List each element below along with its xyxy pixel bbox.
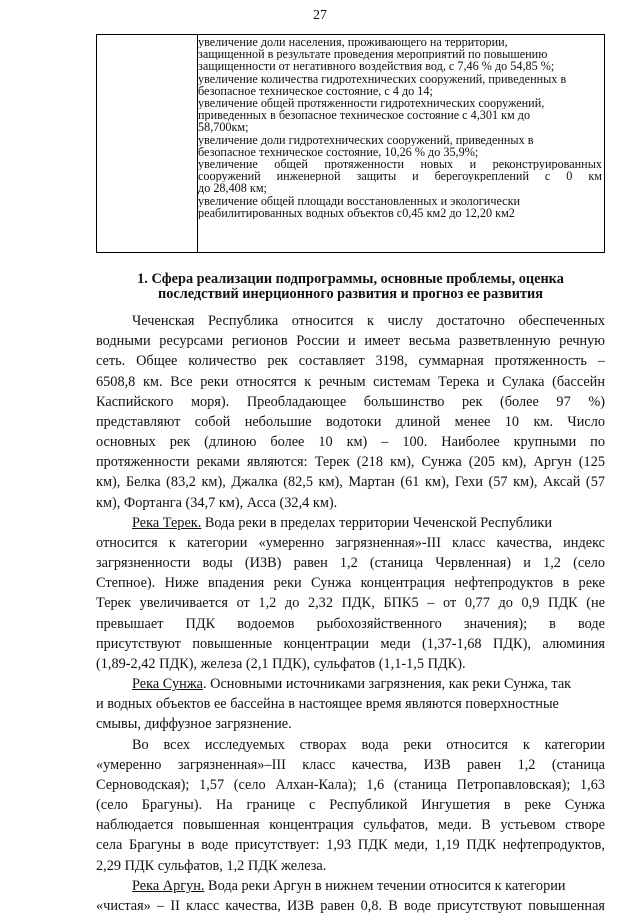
indicators-table (96, 34, 605, 253)
text-line: водными ресурсами регионов России и имеет весьма разветвленную речную (96, 333, 605, 350)
river-terek-title: Река Терек. (132, 514, 202, 531)
text-line: наблюдается повышенная концентрация сульфатов, меди. В устьевом створе (96, 817, 605, 834)
table-left-cell (97, 35, 198, 252)
table-line: увеличение общей протяженности новых и реконструированных (198, 158, 602, 171)
text-line: протяженности реками являются: Терек (218 км), Сунжа (205 км), Аргун (125 (96, 454, 605, 471)
table-line: 58,700км; (198, 121, 249, 134)
text-line: смывы, диффузное загрязнение. (96, 716, 292, 733)
text-line: (1,89-2,42 ПДК), железа (2,1 ПДК), сульфатов (1,1-1,5 ПДК). (96, 655, 466, 672)
text-line: км), Белка (83,2 км), Джалка (82,5 км), Мартан (61 км), Гехи (57 км), Аксай (57 (96, 474, 605, 491)
table-line: реабилитированных водных объектов с0,45 км2 до 12,20 км2 (198, 206, 515, 220)
text-line: Каспийского моря). Преобладающее большинство рек (более 97 %) (96, 393, 605, 410)
table-line: увеличение общей площади восстановленных и экологически (198, 194, 521, 207)
river-argun-title: Река Аргун. (132, 877, 205, 894)
table-line: безопасное техническое состояние, 10,26 % до 35,9%; (198, 145, 479, 159)
text-line: 6508,8 км. Все реки относятся к речным системам Терека и Сулака (бассейн (96, 373, 605, 390)
text-line: относится к категории «умеренно загрязненная»-III класс качества, индекс (96, 534, 605, 551)
table-line: увеличение количества гидротехнических сооружений, приведенных в (198, 72, 567, 85)
text-fragment: Вода реки Аргун в нижнем течении относится к категории (204, 877, 566, 894)
text-line: 2,29 ПДК сульфатов, 1,2 ПДК железа. (96, 857, 327, 874)
text-line: Терек увеличивается от 1,2 до 2,32 ПДК, БПК5 – от 0,77 до 0,9 ПДК (не (96, 595, 605, 612)
text-line: Серноводская); 1,57 (село Алхан-Кала); 1,6 (станица Петропавловская); 1,63 (96, 776, 605, 793)
section-heading (96, 272, 605, 302)
heading-line: последствий инерционного развития и прогноз ее развития (158, 286, 543, 302)
text-line (96, 513, 605, 533)
table-line: до 28,408 км; (198, 182, 267, 195)
text-line: «умеренно загрязненная»–III класс качества, ИЗВ равен 1,2 (станица (96, 756, 605, 773)
river-sunzha-title: Река Сунжа (132, 676, 203, 693)
table-line: увеличение общей протяженности гидротехнических сооружений, (198, 97, 545, 110)
text-line: и водных объектов ее бассейна в настоящее время являются поверхностные (96, 696, 559, 713)
table-line: защищенной в результате проведения мероприятий по повышению (198, 48, 548, 61)
text-fragment: Вода реки в пределах территории Чеченской Республики (201, 514, 553, 531)
body-text (96, 311, 605, 916)
text-line: Во всех исследуемых створах вода реки относится к категории (132, 736, 605, 753)
page-number: 27 (313, 8, 327, 23)
text-line: превышает ПДК водоемов рыбохозяйственного значения); в воде (96, 615, 605, 632)
text-line: сеть. Общее количество рек составляет 3198, суммарная протяженность – (96, 353, 605, 370)
text-fragment: . Основными источниками загрязнения, как реки Сунжа, так (202, 676, 572, 693)
text-line: представляют собой небольшие водотоки длиной менее 10 км. Число (96, 413, 605, 430)
text-line: присутствуют повышенные концентрации меди (1,37-1,68 ПДК), алюминия (96, 635, 605, 652)
text-line (96, 674, 605, 694)
text-line: основных рек (длиною более 10 км) – 100. Наиболее крупными по (96, 434, 605, 451)
text-line: села Брагуны в воде присутствует: 1,93 ПДК меди, 1,19 ПДК нефтепродуктов, (96, 837, 605, 854)
text-line: загрязненности воды (ИЗВ) равен 1,2 (станица Червленная) и 1,2 (село (96, 555, 605, 572)
text-line: Степное). Ниже впадения реки Сунжа концентрация нефтепродуктов в реке (96, 575, 605, 592)
table-line: защищенности от негативного воздействия вод, с 7,46 % до 54,85 %; (198, 60, 555, 73)
heading-line: 1. Сфера реализации подпрограммы, основные проблемы, оценка (137, 271, 564, 287)
text-line: (село Брагуны). На границе с Республикой Ингушетия в реке Сунжа (96, 797, 605, 814)
table-line: сооружений инженерной защиты и берегоукреплений с 0 км (198, 170, 602, 183)
text-line: «чистая» – II класс качества, ИЗВ равен 0,8. В воде присутствуют повышенная (96, 897, 605, 914)
table-line: увеличение доли населения, проживающего на территории, (198, 36, 508, 49)
table-line: приведенных в безопасное техническое состояние с 4,301 км до (198, 109, 531, 122)
text-line: Чеченская Республика относится к числу достаточно обеспеченных (132, 313, 605, 329)
table-line: увеличение доли гидротехнических сооружений, приведенных в (198, 133, 534, 146)
table-right-cell (198, 36, 602, 252)
text-line (96, 876, 605, 896)
text-line: км), Фортанга (34,7 км), Асса (32,4 км). (96, 494, 338, 511)
table-line: безопасное техническое состояние, с 4 до 14; (198, 84, 433, 98)
